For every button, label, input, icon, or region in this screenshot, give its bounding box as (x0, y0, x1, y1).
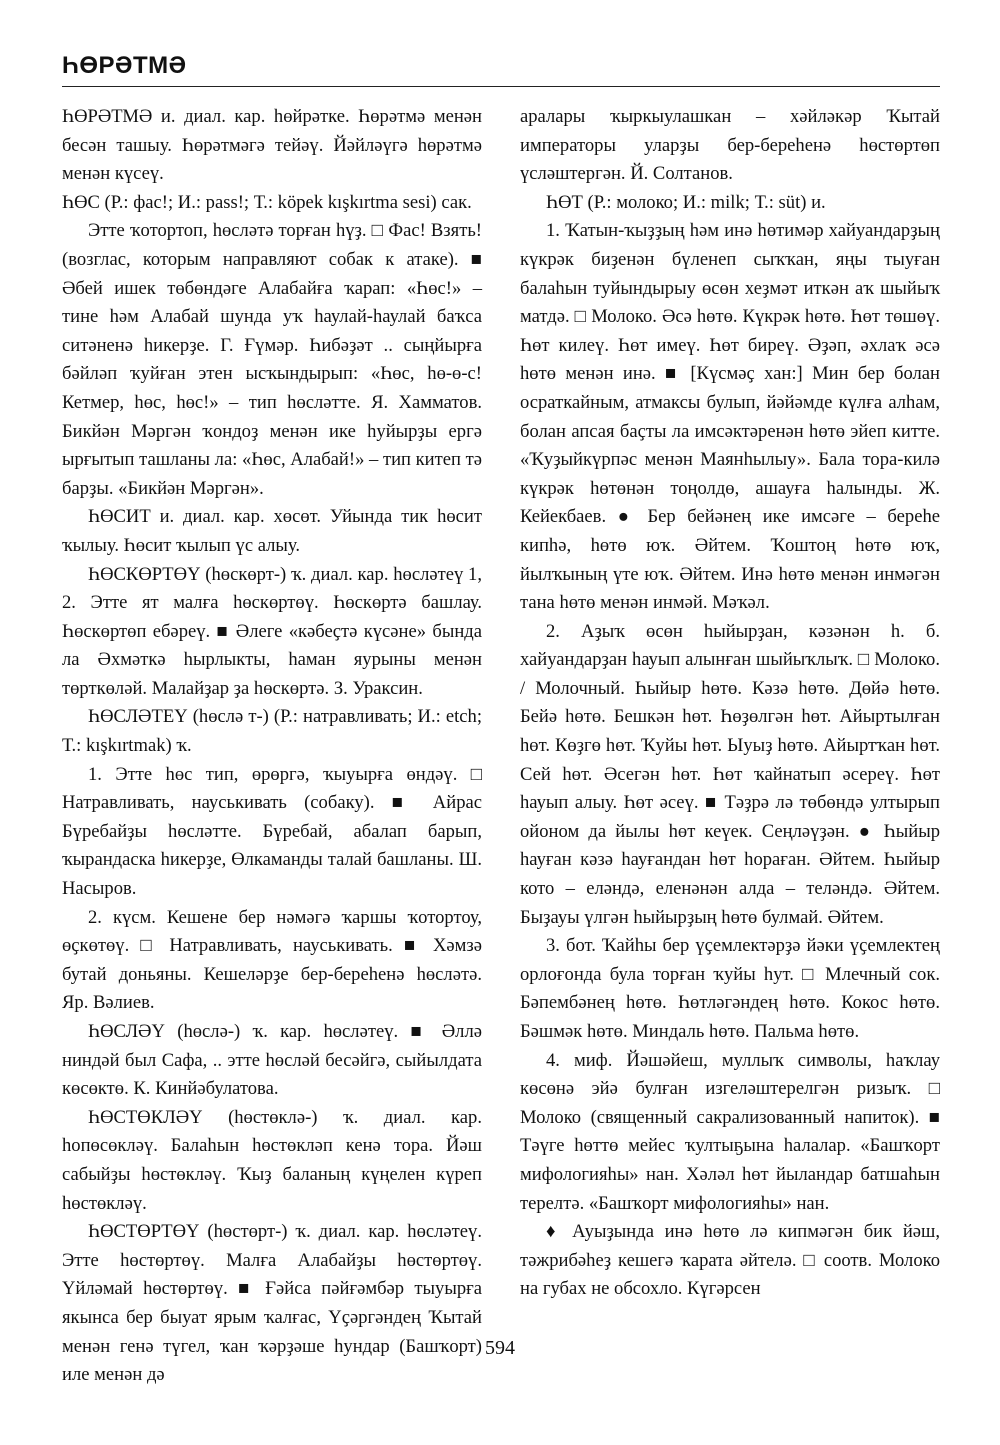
entry-hoslau: ҺӨСЛӘҮ (һөслә-) ҡ. кар. һөсләтеү. ■ Әллә ниндәй был Сафа, .. этте һөсләй бесәйгә, сыйылдата көсөктө. К. Кинйәбулатова. (62, 1021, 482, 1100)
entry-horatma: ҺӨРӘТМӘ и. диал. кар. һөйрәтке. Һөрәтмә менән бесән ташыу. Һөрәтмәгә тейәү. Йәйләүгә һөрәтмә менән күсеү. (62, 106, 482, 185)
page-number: 594 (485, 1337, 515, 1359)
running-head: ҺӨРӘТМӘ (62, 52, 187, 79)
entry-hot-sense-1: 1. Ҡатын-ҡыҙҙың һәм инә һөтимәр хайуандарҙың күкрәк биҙенән бүленеп сыҡҡан, яңы тыуған балаһын туйындырыу өсөн хеҙмәт иткән аҡ шыйыҡ матдә. □ Молоко. Әсә һөтө. Күкрәк һөтө. Һөт төшөү. Һөт килеү. Һөт имеү. Һөт биреү. Әҙәп, әхлаҡ әсә һөтө менән инә. ■ [Күсмәҫ хан:] Мин бер болан осраткайным, атмаксы булып, йәйәмде күлға алһам, болан апсая баҫты ла имсәктәренән һөтө эйеп китте. «Ҡуҙыйкүрпәс менән Маянһылыу». Бала тора-килә күкрәк һөтөнән тоңолдө, ашауға һалынды. Ж. Кейекбаев. ● Бер бейәнең ике имсәге – береһе кипһә, һөтө юҡ. Әйтем. Ҡоштоң һөтө юҡ, йылҡының үте юҡ. Әйтем. Инә һөтө менән инмәгән тана һөтө менән инмәй. Мәҡәл. (520, 220, 940, 614)
entry-hoslateu-sense-2: 2. күсм. Кешене бер нәмәгә ҡаршы ҡотортоу, өҫкөтөү. □ Натравливать, науськивать. ■ Хәмзә бутай доньяны. Кешеләрҙе бер-береһенә һөсләтә. Яр. Вәлиев. (62, 906, 482, 1014)
header-rule (62, 86, 940, 87)
entry-hos-sense: Этте ҡотортоп, һөсләтә торған һүҙ. □ Фас! Взять! (возглас, которым направляют собак к атаке). ■ Әбей ишек төбөндәге Алабайға ҡарап: «Һөс!» – тине һәм Алабай шунда уҡ һаулай-һаулай баҡса ситәненә һикерҙе. Г. Ғүмәр. Һибәҙәт .. сыңйырға бәйләп ҡуйған этен ысҡындырып: «Һөс, һө-ө-с! Кетмер, һөс, һөс!» – тип һөсләтте. Я. Хамматов. Бикйән Мәргән ҡондоҙ менән ике һуйырҙы ергә ырғытып ташланы ла: «Һөс, Алабай!» – тип китеп тә барҙы. «Бикйән Мәргән». (62, 220, 482, 499)
entry-hot-sense-4: 4. миф. Йәшәйеш, муллыҡ символы, һаҡлау көсөнә эйә булған изгеләштерелгән ризыҡ. □ Молоко (священный сакрализованный напиток). ■ Тәүге һөттө мейес ҡултыҕына һалалар. «Башҡорт мифологияһы» нан. Хәләл һөт йыландар батшаһын терелтә. «Башҡорт мифологияһы» нан. (520, 1049, 940, 1214)
entry-hostortou: ҺӨСТӨРТӨҮ (һөстөрт-) ҡ. диал. кар. һөсләтеү. Этте һөстөртөү. Малға Алабайҙы һөстөртөү. Үйләмай һөстөртөү. ■ Ғәйса пәйғәмбәр тыуырға якынса бер быуат ярым ҡалғас, Үҫәргәндең Ҡытай менән генә түгел, ҡан ҡәрҙәше һундар (Башҡорт) иле менән дә (62, 1221, 482, 1386)
entry-hot-sense-3: 3. бот. Ҡайһы бер үҫемлектәрҙә йәки үҫемлектең орлоғонда була торған ҡуйы һут. □ Млечный сок. Бәпембәнең һөтө. Һөтләгәндең һөтө. Кокос һөтө. Бәшмәк һөтө. Миндаль һөтө. Пальма һөтө. (520, 935, 940, 1042)
entry-hostortou-continued: аралары ҡыркыулашкан – хәйләкәр Ҡытай императоры уларҙы бер-береһенә һөстөртөп үсләштергән. Й. Солтанов. (520, 106, 940, 185)
entry-hostoklau: ҺӨСТӨКЛӘҮ (һөстөклә-) ҡ. диал. кар. һопөсөкләү. Балаһын һөстөкләп кенә тора. Йәш сабыйҙы һөстөкләү. Ҡыҙ баланың күңелен күреп һөстөкләү. (62, 1106, 482, 1214)
entry-hos: ҺӨС (Р.: фас!; И.: pass!; Т.: köpek kışkırtma sesi) сак. (62, 191, 472, 213)
entry-hoskortou: ҺӨСКӨРТӨҮ (һөскөрт-) ҡ. диал. кар. һөсләтеү 1, 2. Этте ят малға һөскөртөү. Һөскөртә башлау. Һөскөртөп ебәреү. ■ Әлеге «кәбеҫтә күсәне» бында ла Әхмәткә һырлыкты, һаман яурыны менән төрткөләй. Малайҙар ҙа һөскөртә. З. Ураксин. (62, 563, 482, 699)
entry-hot-idiom: ♦ Ауыҙында инә һөтө лә кипмәгән бик йәш, тәжрибәһеҙ кешегә ҡарата әйтелә. □ соотв. Молоко на губах не обсохло. Күгәрсен (520, 1221, 940, 1300)
entry-hoslateu-sense-1: 1. Этте һөс тип, өрөргә, ҡыуырға өндәү. □ Натравливать, науськивать (собаку). ■ Айрас Бүребайҙы һөсләтте. Бүребай, абалап барып, ҡырандаска һикерҙе, Өлкаманды талай башланы. Ш. Насыров. (62, 763, 482, 900)
entry-hot: ҺӨТ (Р.: молоко; И.: milk; Т.: süt) и. (546, 191, 826, 213)
left-column (62, 103, 482, 1390)
entry-hoslateu: ҺӨСЛӘТЕҮ (һөслә т-) (Р.: натравливать; И.: etch; Т.: kışkırtmak) ҡ. (62, 706, 482, 757)
entry-hot-sense-2: 2. Аҙыҡ өсөн һыйырҙан, кәзәнән һ. б. хайуандарҙан һауып алынған шыйыҡлыҡ. □ Молоко. / Молочный. Һыйыр һөтө. Кәзә һөтө. Дөйә һөтө. Бейә һөтө. Бешкән һөт. Һөҙөлгән һөт. Айыртылған һөт. Көҙгө һөт. Ҡуйы һөт. Ыуыҙ һөтө. Айыртҡан һөт. Сей һөт. Әсегән һөт. Һөт ҡайнатып әсереү. Һөт һауып алыу. Һөт әсеү. ■ Тәҙрә лә төбөндә ултырып ойоном да йылы һөт кеүек. Сеңләүҙән. ● Һыйыр һауған кәзә һауғандан һөт һораған. Әйтем. Һыйыр кото – еләндә, еленәнән алда – теләндә. Әйтем. Быҙауы үлгән һыйырҙың һөтө булмай. Әйтем. (520, 620, 940, 928)
entry-hosit: ҺӨСИТ и. диал. кар. хөсөт. Уйында тик һөсит ҡылыу. Һөсит ҡылып үс алыу. (62, 506, 482, 556)
right-column (520, 103, 940, 1304)
